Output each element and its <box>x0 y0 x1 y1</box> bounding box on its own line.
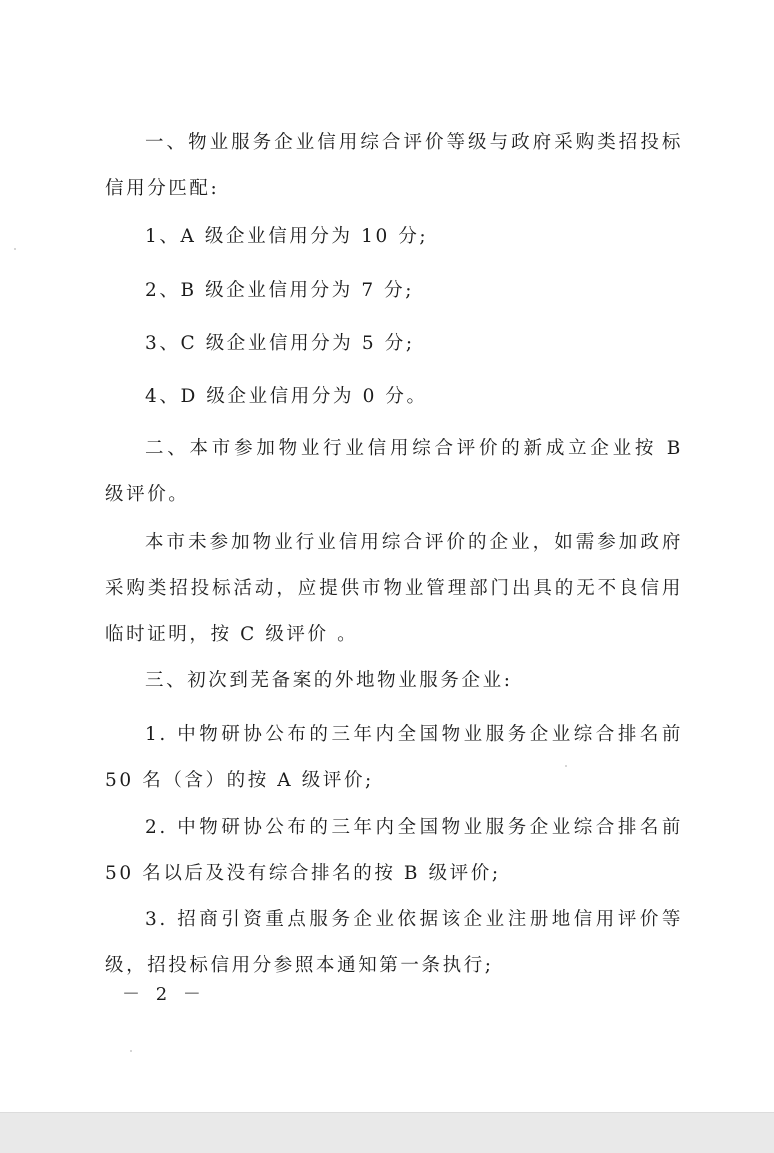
section-2-heading: 二、本市参加物业行业信用综合评价的新成立企业按 B 级评价。 <box>105 438 683 505</box>
list-item: 2、B 级企业信用分为 7 分; <box>145 280 415 301</box>
list-item: 3. 招商引资重点服务企业依据该企业注册地信用评价等级，招投标信用分参照本通知第一条执行; <box>105 909 683 976</box>
viewer-bottom-bar <box>0 1112 774 1153</box>
scan-speck <box>14 248 16 250</box>
list-item: 3、C 级企业信用分为 5 分; <box>145 333 415 354</box>
paragraph: 本市未参加物业行业信用综合评价的企业，如需参加政府采购类招投标活动，应提供市物业管理部门出具的无不良信用临时证明，按 C 级评价 。 <box>105 532 683 645</box>
list-item: 2. 中物研协公布的三年内全国物业服务企业综合排名前 50 名以后及没有综合排名的按 B 级评价; <box>105 817 683 884</box>
list-item: 1、A 级企业信用分为 10 分; <box>145 226 429 247</box>
page-number: － 2 － <box>122 984 206 1005</box>
scan-speck <box>130 1050 132 1052</box>
scan-speck <box>565 765 567 767</box>
list-item: 1. 中物研协公布的三年内全国物业服务企业综合排名前 50 名（含）的按 A 级评价; <box>105 724 683 791</box>
section-1-heading: 一、物业服务企业信用综合评价等级与政府采购类招投标信用分匹配: <box>105 132 683 199</box>
list-item: 4、D 级企业信用分为 0 分。 <box>145 386 428 407</box>
section-3-heading: 三、初次到芜备案的外地物业服务企业: <box>145 670 513 691</box>
